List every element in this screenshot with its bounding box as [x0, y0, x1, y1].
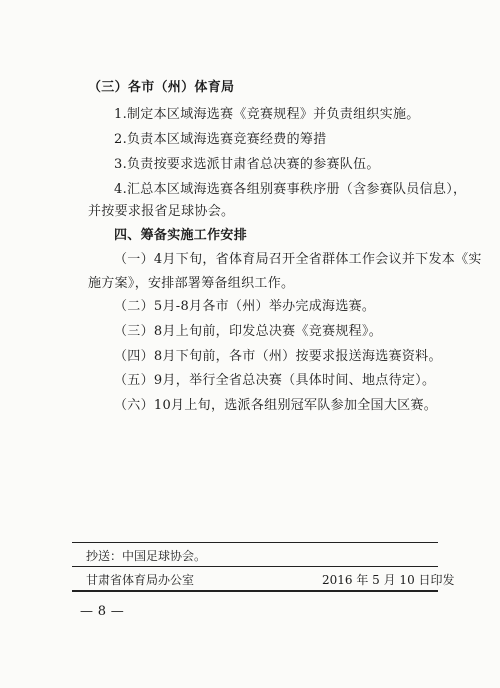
footer-bottom-rule: [72, 590, 438, 592]
section-4-heading: 四、筹备实施工作安排: [114, 228, 248, 243]
sec3-item-4: 4.汇总本区域海选赛各组别赛事秩序册（含参赛队员信息），: [114, 182, 467, 197]
sec3-item-4-cont: 并按要求报省足球协会。: [88, 204, 235, 219]
issuer: 甘肃省体育局办公室: [86, 573, 195, 587]
sec3-item-2: 2.负责本区域海选赛竞赛经费的筹措: [114, 132, 327, 147]
sec4-item-1: （一）4月下旬，省体育局召开全省群体工作会议并下发本《实: [114, 252, 482, 267]
issue-date: 2016 年 5 月 10 日印发: [322, 573, 455, 587]
sec4-item-5: （五）9月，举行全省总决赛（具体时间、地点待定）。: [114, 373, 436, 388]
sec4-item-2: （二）5月-8月各市（州）举办完成海选赛。: [114, 299, 376, 314]
sec3-item-1: 1.制定本区域海选赛《竞赛规程》并负责组织实施。: [114, 107, 420, 122]
page-number: — 8 —: [80, 604, 125, 619]
section-3-heading: （三）各市（州）体育局: [88, 80, 235, 95]
cc-line: 抄送：中国足球协会。: [86, 549, 207, 563]
footer-top-rule: [72, 542, 438, 543]
sec4-item-6: （六）10月上旬，选派各组别冠军队参加全国大区赛。: [114, 398, 438, 413]
sec3-item-3: 3.负责按要求选派甘肃省总决赛的参赛队伍。: [114, 157, 380, 172]
sec4-item-3: （三）8月上旬前，印发总决赛《竞赛规程》。: [114, 324, 383, 339]
sec4-item-4: （四）8月下旬前，各市（州）按要求报送海选赛资料。: [114, 349, 442, 364]
footer-middle-rule: [72, 566, 438, 567]
sec4-item-1-cont: 施方案》，安排部署筹备组织工作。: [88, 276, 295, 291]
